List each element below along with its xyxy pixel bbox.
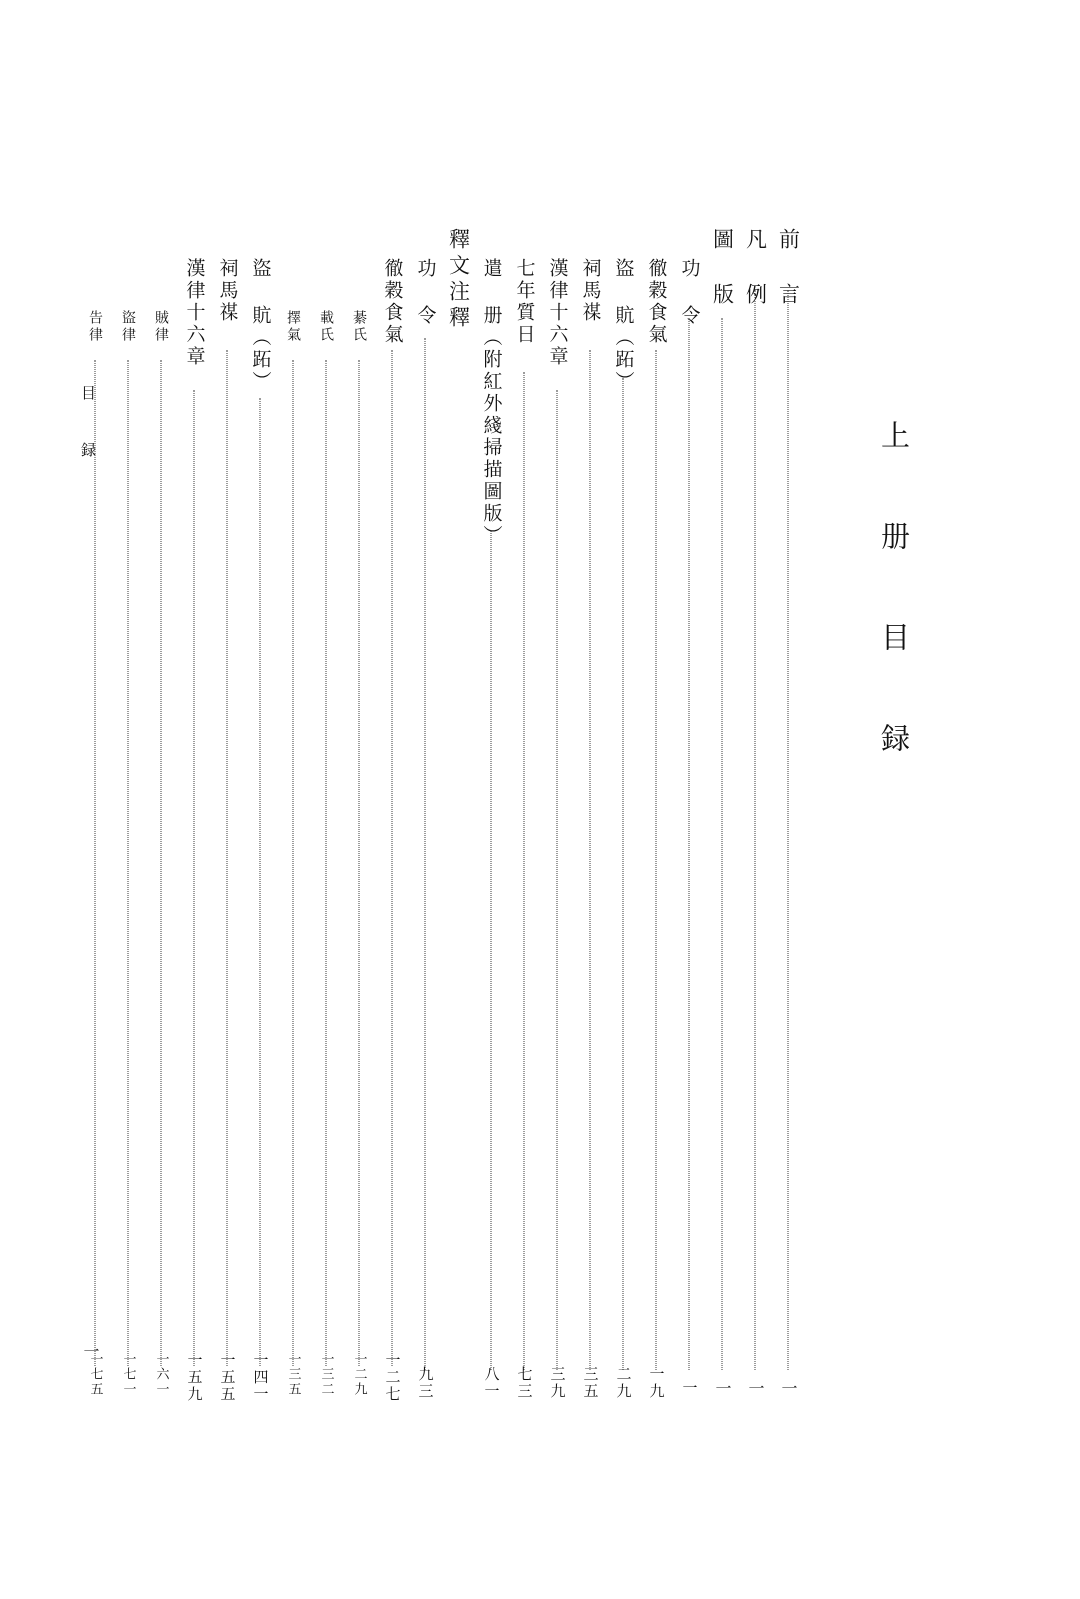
- toc-entry-label: 祠馬禖: [216, 258, 239, 324]
- toc-entry-label: 前 言: [776, 228, 801, 309]
- toc-page-number: 一三二: [318, 1352, 334, 1397]
- toc-page-number: 一五五: [218, 1352, 237, 1403]
- toc-entry-label: 綦氏: [351, 310, 367, 344]
- toc-entry[interactable]: [705, 0, 739, 1599]
- toc-page-number: 一九: [647, 1366, 666, 1400]
- toc-leader-dots: [689, 318, 690, 1370]
- toc-entry-label: 凡 例: [743, 228, 768, 309]
- toc-entry[interactable]: [276, 0, 310, 1599]
- toc-leader-dots: [557, 390, 558, 1370]
- toc-page-number: 一四一: [251, 1352, 270, 1403]
- toc-leader-dots: [722, 318, 723, 1370]
- toc-entry-label: 功 令: [414, 258, 437, 327]
- toc-entry[interactable]: [309, 0, 343, 1599]
- toc-page-number: 一二九: [351, 1352, 367, 1397]
- toc-entry-label: 圖 版: [710, 228, 735, 309]
- toc-leader-dots: [425, 338, 426, 1370]
- toc-leader-dots: [260, 398, 261, 1366]
- toc-page-number: 一三五: [285, 1352, 301, 1397]
- toc-entry[interactable]: [771, 0, 805, 1599]
- toc-entry-label: 漢律十六章: [546, 258, 569, 368]
- toc-entry-label: 徹穀食氣: [645, 258, 668, 346]
- toc-entry-label: 遣 册（附紅外綫掃描圖版）: [480, 258, 503, 547]
- toc-page-number: 一七一: [120, 1352, 136, 1397]
- page-title: 上 册 目 録: [877, 420, 911, 771]
- toc-entry[interactable]: [507, 0, 541, 1599]
- toc-entry-label: 載氏: [318, 310, 334, 344]
- toc-page-number: 一六一: [153, 1352, 169, 1397]
- toc-entry-label: 釋文注釋: [446, 228, 471, 332]
- toc-entry[interactable]: [573, 0, 607, 1599]
- toc-entry-label: 擇氣: [285, 310, 301, 344]
- toc-entry[interactable]: [210, 0, 244, 1599]
- toc-entry[interactable]: [243, 0, 277, 1599]
- toc-leader-dots: [95, 360, 96, 1366]
- toc-entry[interactable]: [177, 0, 211, 1599]
- toc-entry[interactable]: [441, 0, 475, 1599]
- toc-page-number: 七三: [515, 1366, 534, 1400]
- toc-leader-dots: [128, 360, 129, 1366]
- toc-page-number: 一: [746, 1380, 765, 1398]
- toc-entry[interactable]: [375, 0, 409, 1599]
- toc-entry-label: 七年質日: [513, 258, 536, 346]
- toc-entry[interactable]: [78, 0, 112, 1599]
- toc-page-number: 三九: [548, 1366, 567, 1400]
- toc-page-number: 一二七: [383, 1352, 402, 1403]
- toc-entry[interactable]: [540, 0, 574, 1599]
- toc-leader-dots: [590, 350, 591, 1370]
- toc-entry-label: 告律: [87, 310, 103, 344]
- toc-entry-label: 漢律十六章: [183, 258, 206, 368]
- toc-entry[interactable]: [672, 0, 706, 1599]
- toc-leader-dots: [491, 530, 492, 1370]
- folio-number: 一: [81, 1343, 100, 1359]
- toc-entry-label: 盜 貥（跖）: [612, 258, 635, 393]
- toc-entry[interactable]: [342, 0, 376, 1599]
- toc-leader-dots: [161, 360, 162, 1366]
- toc-entry-label: 賊律: [153, 310, 169, 344]
- toc-page-number: 一七五: [87, 1352, 103, 1397]
- toc-leader-dots: [524, 372, 525, 1370]
- running-head: 目 録: [79, 385, 97, 469]
- toc-page-number: 一: [779, 1380, 798, 1398]
- toc-page-number: 八一: [482, 1366, 501, 1400]
- toc-entry[interactable]: [639, 0, 673, 1599]
- toc-entry[interactable]: [408, 0, 442, 1599]
- toc-page-number: 一: [680, 1380, 699, 1397]
- toc-leader-dots: [326, 360, 327, 1366]
- toc-entry[interactable]: [474, 0, 508, 1599]
- toc-entry[interactable]: [144, 0, 178, 1599]
- toc-leader-dots: [227, 350, 228, 1366]
- toc-entry[interactable]: [738, 0, 772, 1599]
- toc-leader-dots: [392, 350, 393, 1366]
- toc-leader-dots: [293, 360, 294, 1366]
- toc-page-number: 二九: [614, 1366, 633, 1400]
- toc-leader-dots: [788, 290, 789, 1370]
- toc-entry-label: 功 令: [678, 258, 701, 327]
- toc-leader-dots: [656, 350, 657, 1370]
- toc-entry[interactable]: [606, 0, 640, 1599]
- toc-entry-label: 徹穀食氣: [381, 258, 404, 346]
- toc-page-number: 一: [713, 1380, 732, 1398]
- toc-page-number: 一五九: [185, 1352, 204, 1403]
- toc-leader-dots: [623, 378, 624, 1370]
- toc-entry-label: 祠馬禖: [579, 258, 602, 324]
- toc-leader-dots: [194, 390, 195, 1366]
- toc-page-number: 九三: [416, 1366, 435, 1400]
- toc-page-number: 三五: [581, 1366, 600, 1400]
- toc-leader-dots: [755, 290, 756, 1370]
- toc-entry-label: 盜律: [120, 310, 136, 344]
- toc-leader-dots: [359, 360, 360, 1366]
- toc-entry[interactable]: [111, 0, 145, 1599]
- toc-entry-label: 盜 貥（跖）: [249, 258, 272, 393]
